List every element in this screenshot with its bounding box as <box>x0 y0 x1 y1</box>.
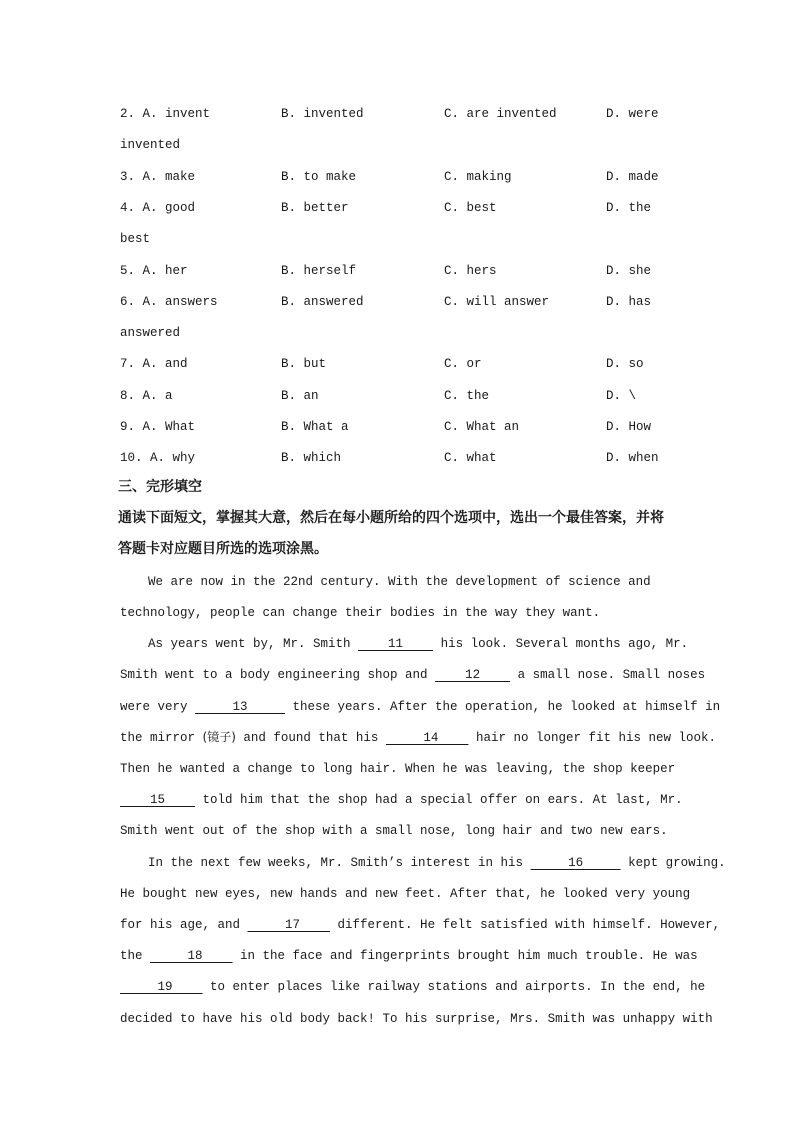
question-number: 3. <box>120 169 136 184</box>
option-a: 5. A. her <box>120 263 188 278</box>
option-c: C. or <box>444 357 482 372</box>
blank-12: 12 <box>435 668 511 682</box>
option-b: B. invented <box>281 107 364 121</box>
option-wrap-text: answered <box>120 326 181 341</box>
option-b: B. What a <box>281 420 349 434</box>
passage-line: the mirror (镜子) and found that his 14 hair no longer fit his new look. <box>120 730 716 745</box>
option-b: B. answered <box>281 294 364 309</box>
blank-11: 11 <box>358 637 434 651</box>
question-number: 8. <box>120 388 136 403</box>
option-b: B. but <box>281 357 327 372</box>
option-c: C. making <box>444 169 512 184</box>
option-b: B. an <box>281 388 319 403</box>
passage-line: were very 13 these years. After the operation, he looked at himself in <box>120 700 721 714</box>
option-d: D. so <box>606 357 644 372</box>
blank-16: 16 <box>530 856 621 870</box>
option-d: D. when <box>606 451 659 466</box>
option-b: B. which <box>281 451 342 466</box>
option-a: 4. A. good <box>120 200 196 215</box>
option-d: D. the <box>606 200 652 215</box>
option-d: D. \ <box>606 388 637 403</box>
question-number: 2. <box>120 107 136 121</box>
passage-line: the 18 in the face and fingerprints brought him much trouble. He was <box>120 949 698 963</box>
option-d: D. How <box>606 420 652 434</box>
passage-line: Then he wanted a change to long hair. When he was leaving, the shop keeper <box>120 762 676 776</box>
option-c: C. hers <box>444 263 497 278</box>
question-number: 9. <box>120 420 136 434</box>
blank-13: 13 <box>195 700 286 714</box>
blank-17: 17 <box>247 918 331 932</box>
passage-line: 19 to enter places like railway stations and airports. In the end, he <box>120 980 706 994</box>
passage-line: We are now in the 22nd century. With the development of science and <box>148 575 651 589</box>
option-b: B. better <box>281 200 349 215</box>
option-d: D. were <box>606 107 659 121</box>
passage-line: In the next few weeks, Mr. Smith’s interest in his 16 kept growing. <box>148 856 726 870</box>
option-d: D. made <box>606 169 659 184</box>
option-a: 10. A. why <box>120 451 196 466</box>
option-c: C. best <box>444 200 497 215</box>
blank-19: 19 <box>120 980 203 994</box>
section-instruction-line-1: 通读下面短文，掌握其大意，然后在每小题所给的四个选项中，选出一个最佳答案，并将 <box>118 510 664 526</box>
blank-15: 15 <box>120 793 196 807</box>
question-number: 5. <box>120 263 136 278</box>
passage-line: technology, people can change their bodies in the way they want. <box>120 606 601 620</box>
passage-line: for his age, and 17 different. He felt satisfied with himself. However, <box>120 918 721 932</box>
question-number: 6. <box>120 294 136 309</box>
option-d: D. she <box>606 263 652 278</box>
option-c: C. will answer <box>444 294 550 309</box>
section-instruction-line-2: 答题卡对应题目所选的选项涂黑。 <box>118 541 328 557</box>
option-a: 2. A. invent <box>120 107 211 121</box>
question-number: 4. <box>120 200 136 215</box>
question-number: 10. <box>120 451 143 466</box>
option-a: 9. A. What <box>120 420 196 434</box>
blank-14: 14 <box>385 731 469 745</box>
passage-line: As years went by, Mr. Smith 11 his look. Several months ago, Mr. <box>148 637 689 651</box>
section-title: 三、完形填空 <box>118 479 202 495</box>
option-a: 6. A. answers <box>120 294 218 309</box>
option-c: C. are invented <box>444 107 557 121</box>
option-c: C. the <box>444 388 490 403</box>
blank-18: 18 <box>150 949 233 963</box>
option-b: B. to make <box>281 169 357 184</box>
passage-line: Smith went out of the shop with a small nose, long hair and two new ears. <box>120 824 668 838</box>
option-a: 3. A. make <box>120 169 196 184</box>
question-number: 7. <box>120 357 136 372</box>
passage-line: He bought new eyes, new hands and new feet. After that, he looked very young <box>120 887 691 901</box>
option-b: B. herself <box>281 263 357 278</box>
option-d: D. has <box>606 294 652 309</box>
option-c: C. What an <box>444 420 520 434</box>
option-wrap-text: best <box>120 232 151 247</box>
option-wrap-text: invented <box>120 138 181 153</box>
option-a: 8. A. a <box>120 388 173 403</box>
passage-line: 15 told him that the shop had a special offer on ears. At last, Mr. <box>120 793 683 807</box>
passage-line: Smith went to a body engineering shop and 12 a small nose. Small noses <box>120 668 706 682</box>
option-c: C. what <box>444 451 497 466</box>
option-a: 7. A. and <box>120 357 188 372</box>
passage-line: decided to have his old body back! To his surprise, Mrs. Smith was unhappy with <box>120 1012 713 1026</box>
